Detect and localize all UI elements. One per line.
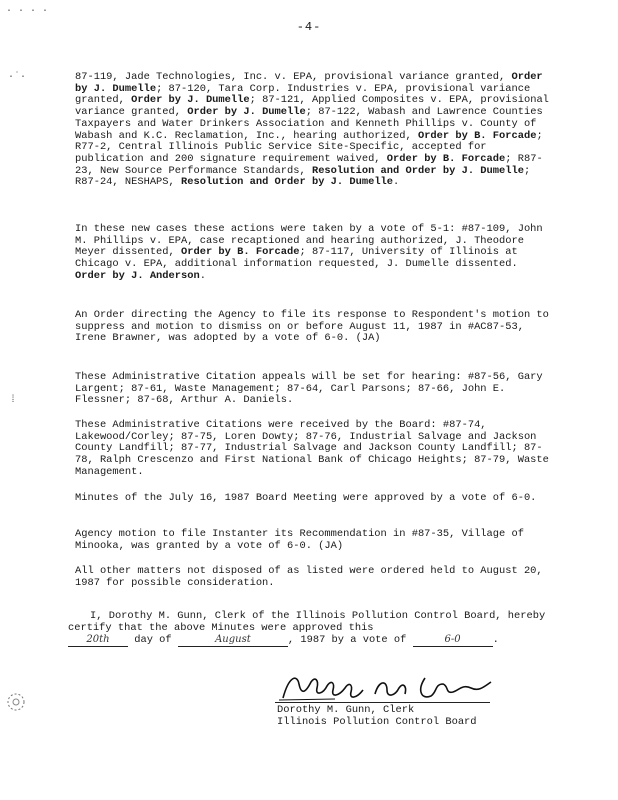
text: ; 87-121, Applied Composites v. EPA, provisional variance granted, [75, 94, 549, 119]
clerk-certification [68, 610, 548, 647]
text: ; 87-122, Wabash and Lawrence Counties Taxpayers and Water Drinkers Association and Kenneth Phillips v. County of Wabash and K.C. Reclamation, Inc., hearing authorized, [75, 106, 543, 142]
scan-mark-left: ·˙· [8, 72, 27, 83]
clerk-title: Illinois Pollution Control Board [277, 716, 477, 728]
day-field: 20th [68, 634, 128, 647]
text: . [199, 269, 206, 282]
text: ; 87-120, Tara Corp. Industries v. EPA, provisional variance granted, [75, 82, 531, 107]
order-ref: Order by J. Anderson [75, 269, 200, 282]
order-ref: Resolution and Order by J. Dumelle [311, 164, 524, 177]
vote-field: 6-0 [413, 634, 493, 647]
certification-text: I, Dorothy M. Gunn, Clerk of the Illinois Pollution Control Board, hereby certify that the above Minutes were approved this [68, 610, 546, 634]
order-ref: Order by J. Dumelle [75, 71, 543, 95]
text: ; R87-24, NESHAPS, [75, 164, 531, 189]
text: 87-119, Jade Technologies, Inc. v. EPA, provisional variance granted, [75, 71, 512, 83]
paragraph-new-cases [75, 224, 550, 283]
order-ref: Order by B. Forcade [386, 152, 506, 165]
paragraph-other-matters: All other matters not disposed of as listed were ordered held to August 20, 1987 for possible consideration. [75, 565, 543, 589]
paragraph-agency-order: An Order directing the Agency to file its response to Respondent's motion to suppress and motion to dismiss on or before August 11, 1987 in #AC87-53, Irene Brawner, was adopted by a vote of 6-0. (JA) [75, 309, 549, 345]
paragraph-minutes-approved: Minutes of the July 16, 1987 Board Meeting were approved by a vote of 6-0. [75, 492, 537, 504]
month-field: August [178, 634, 288, 647]
certification-text: day of [128, 634, 178, 646]
handwritten-signature [275, 670, 505, 704]
order-ref: Order by J. Dumelle [131, 94, 250, 107]
order-ref: Order by B. Forcade [417, 129, 537, 142]
seal-stamp [5, 690, 27, 714]
paragraph-orders [75, 72, 550, 189]
paragraph-citation-appeals: These Administrative Citation appeals will be set for hearing: #87-56, Gary Largent; 87-61, Waste Management; 87-64, Carl Parsons; 87-66, John E. Flessner; 87-68, Arthur A. Daniels. [75, 371, 543, 407]
text: . [393, 176, 400, 189]
order-ref: Resolution and Order by J. Dumelle [181, 176, 394, 189]
signature-line [275, 702, 490, 703]
paragraph-agency-motion: Agency motion to file Instanter its Recommendation in #87-35, Village of Minooka, was granted by a vote of 6-0. (JA) [75, 528, 524, 552]
scan-mark-left-mid: ⁞ [10, 395, 17, 406]
paragraph-citations-received: These Administrative Citations were received by the Board: #87-74, Lakewood/Corley; 87-75, Loren Dowty; 87-76, Industrial Salvage and Jackson County Landfill; 87-77, Industrial Salvage and Jackson County Landfill; 87-78, Ralph Crescenzo and First National Bank of Chicago Heights; 87-79, Waste Management. [75, 419, 549, 478]
certification-text: , 1987 by a vote of [287, 634, 413, 646]
order-ref: Order by B. Forcade [181, 246, 300, 259]
text: ; R87-23, New Source Performance Standards, [75, 152, 543, 177]
text: ; 87-117, University of Illinois at Chicago v. EPA, additional information requested, J. Dumelle dissented. [75, 246, 518, 271]
clerk-name: Dorothy M. Gunn, Clerk [277, 704, 415, 716]
scan-mark-top-left: · · · · [6, 6, 49, 17]
order-ref: Order by J. Dumelle [187, 106, 306, 119]
page-number: -4- [296, 20, 322, 34]
text: In these new cases these actions were taken by a vote of 5-1: #87-109, John M. Phillips v. EPA, case recaptioned and hearing authorized, J. Theodore Meyer dissented, [75, 223, 543, 259]
text: ; R77-2, Central Illinois Public Service Site-Specific, accepted for publication and 200 signature requirement waived, [75, 129, 543, 165]
certification-text: . [492, 634, 499, 646]
